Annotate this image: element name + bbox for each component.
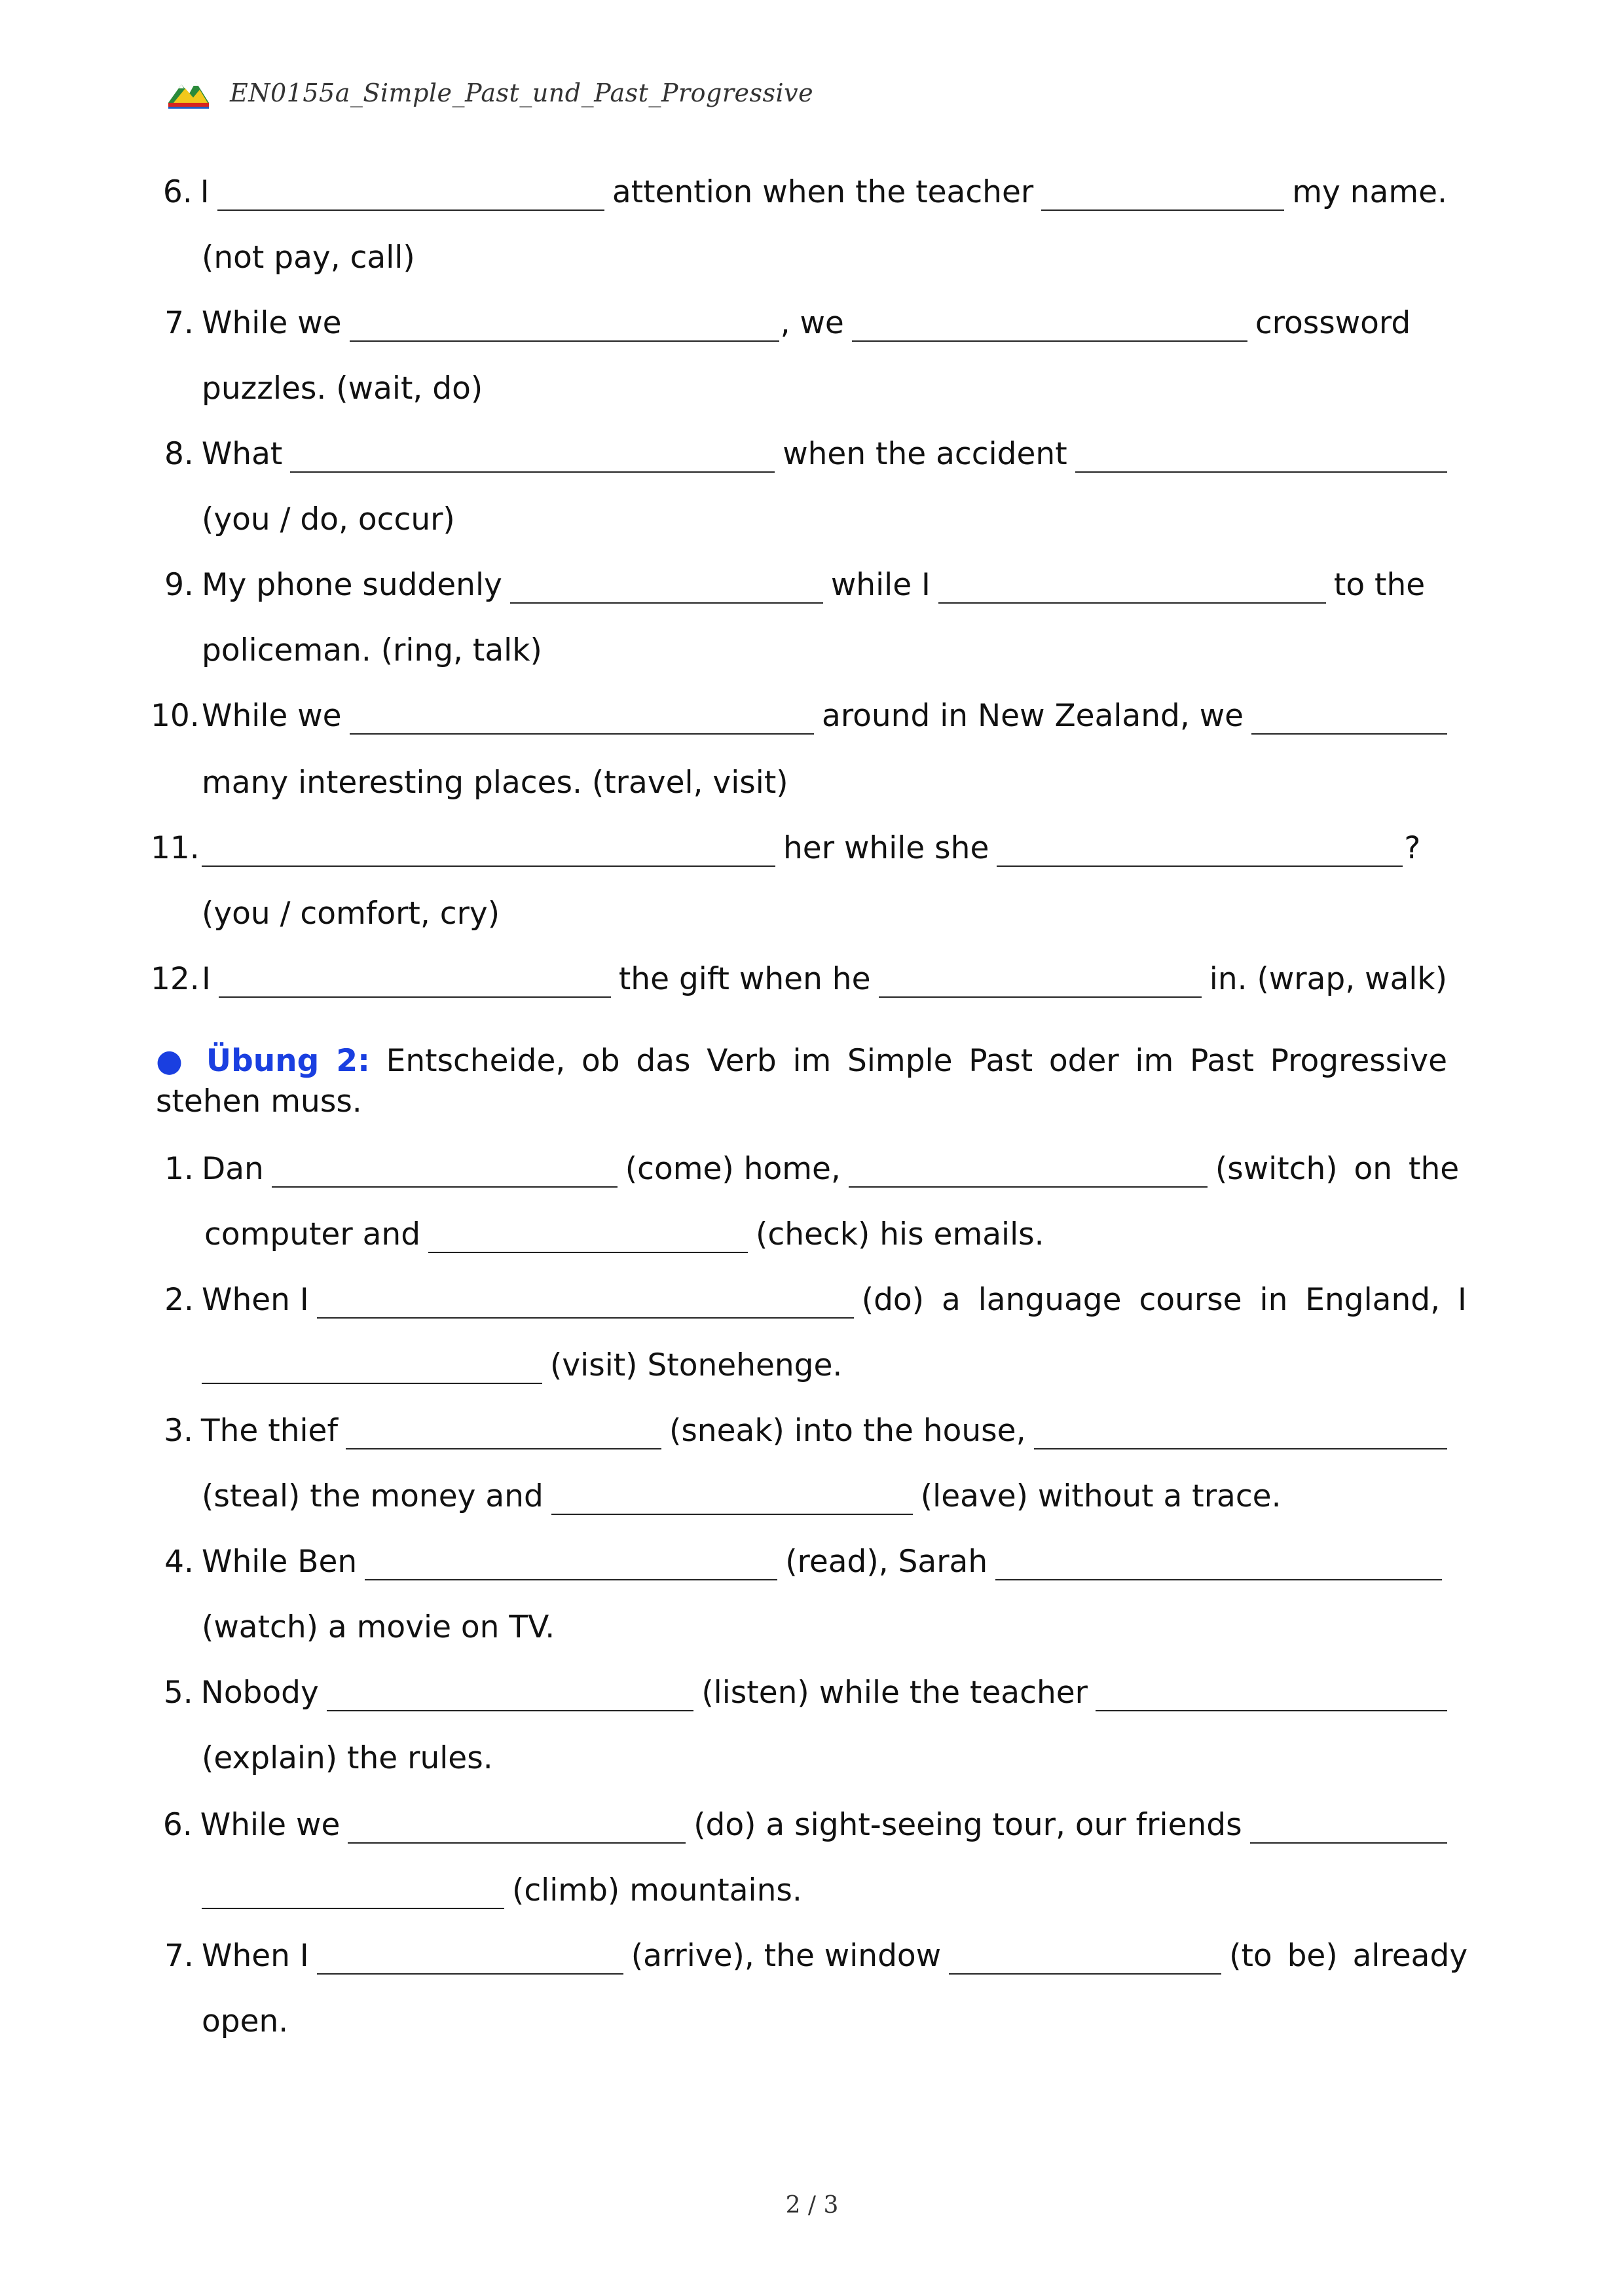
answer-blank[interactable]: [350, 707, 814, 735]
document-header: [167, 73, 813, 113]
answer-blank[interactable]: [510, 576, 823, 604]
ex1-item-11: 11. her while she ?: [151, 830, 1421, 866]
document-title: EN0155a_Simple_Past_und_Past_Progressive: [230, 79, 814, 107]
answer-blank[interactable]: [317, 1947, 623, 1975]
answer-blank[interactable]: [202, 839, 775, 867]
ex1-item-8-hint: (you / do, occur): [202, 501, 455, 538]
ex2-item-7-cont: open.: [202, 2003, 289, 2039]
answer-blank[interactable]: [327, 1684, 694, 1711]
ex2-item-3: 3. The thief (sneak) into the house,: [151, 1408, 1447, 1449]
mountain-logo-icon: [167, 77, 210, 109]
ex2-item-4-cont: (watch) a movie on TV.: [202, 1609, 555, 1645]
answer-blank[interactable]: [272, 1160, 618, 1188]
ex2-item-4: 4. While Ben (read), Sarah: [151, 1539, 1447, 1580]
ex2-item-6: 6. While we (do) a sight-seeing tour, our friends: [151, 1802, 1447, 1844]
answer-blank[interactable]: [365, 1553, 777, 1580]
answer-blank[interactable]: [219, 970, 611, 998]
answer-blank[interactable]: [551, 1487, 913, 1515]
answer-blank[interactable]: [202, 1357, 542, 1384]
ex1-item-6-hint: (not pay, call): [202, 240, 415, 276]
answer-blank[interactable]: [1250, 1816, 1447, 1844]
answer-blank[interactable]: [995, 1553, 1442, 1580]
ex2-item-7: 7. When I (arrive), the window (to be) already: [164, 1938, 1468, 1974]
ex1-item-7: 7. While we , we crossword: [164, 305, 1411, 341]
ex2-item-5-cont: (explain) the rules.: [202, 1740, 493, 1776]
answer-blank[interactable]: [346, 1422, 661, 1449]
answer-blank[interactable]: [949, 1947, 1221, 1975]
answer-blank[interactable]: [997, 839, 1403, 867]
ex1-item-7-hint: puzzles. (wait, do): [202, 371, 483, 407]
ex2-item-3-cont: (steal) the money and (leave) without a trace.: [202, 1478, 1282, 1514]
answer-blank[interactable]: [350, 314, 779, 342]
ex2-item-2: 2. When I (do) a language course in England, I: [164, 1282, 1467, 1318]
answer-blank[interactable]: [879, 970, 1202, 998]
exercise-2-heading: [156, 1041, 1447, 1122]
answer-blank[interactable]: [938, 576, 1326, 604]
answer-blank[interactable]: [1251, 707, 1447, 735]
ex1-item-8: 8. What when the accident: [151, 431, 1447, 473]
answer-blank[interactable]: [217, 183, 604, 211]
exercise-2-label: ● Übung 2:: [156, 1043, 370, 1079]
ex1-item-9: 9. My phone suddenly while I to the: [164, 567, 1426, 603]
ex2-item-6-cont: (climb) mountains.: [151, 1867, 1498, 1909]
exercise-2-instruction: Entscheide, ob das Verb im Simple Past oder im Past Progressive stehen muss.: [156, 1043, 1448, 1120]
answer-blank[interactable]: [202, 1882, 504, 1909]
ex2-item-1: 1. Dan (come) home, (switch) on the: [164, 1151, 1460, 1187]
ex1-item-9-hint: policeman. (ring, talk): [202, 632, 542, 668]
answer-blank[interactable]: [849, 1160, 1208, 1188]
ex1-item-10-hint: many interesting places. (travel, visit): [202, 765, 788, 801]
ex2-item-5: 5. Nobody (listen) while the teacher: [151, 1669, 1447, 1711]
answer-blank[interactable]: [1075, 445, 1447, 473]
page-number: 2 / 3: [785, 2192, 839, 2219]
answer-blank[interactable]: [428, 1226, 748, 1253]
ex1-item-10: 10. While we around in New Zealand, we: [151, 693, 1447, 735]
answer-blank[interactable]: [348, 1816, 686, 1844]
answer-blank[interactable]: [290, 445, 775, 473]
ex2-item-1-cont: computer and (check) his emails.: [204, 1216, 1044, 1252]
answer-blank[interactable]: [1096, 1684, 1447, 1711]
answer-blank[interactable]: [852, 314, 1247, 342]
ex2-item-2-cont: (visit) Stonehenge.: [151, 1342, 1498, 1384]
answer-blank[interactable]: [317, 1291, 854, 1319]
answer-blank[interactable]: [1041, 183, 1284, 211]
ex1-item-6: 6. I attention when the teacher my name.: [162, 174, 1447, 210]
answer-blank[interactable]: [1034, 1422, 1447, 1449]
ex1-item-12: 12. I the gift when he in. (wrap, walk): [151, 961, 1447, 997]
ex1-item-11-hint: (you / comfort, cry): [202, 896, 500, 932]
